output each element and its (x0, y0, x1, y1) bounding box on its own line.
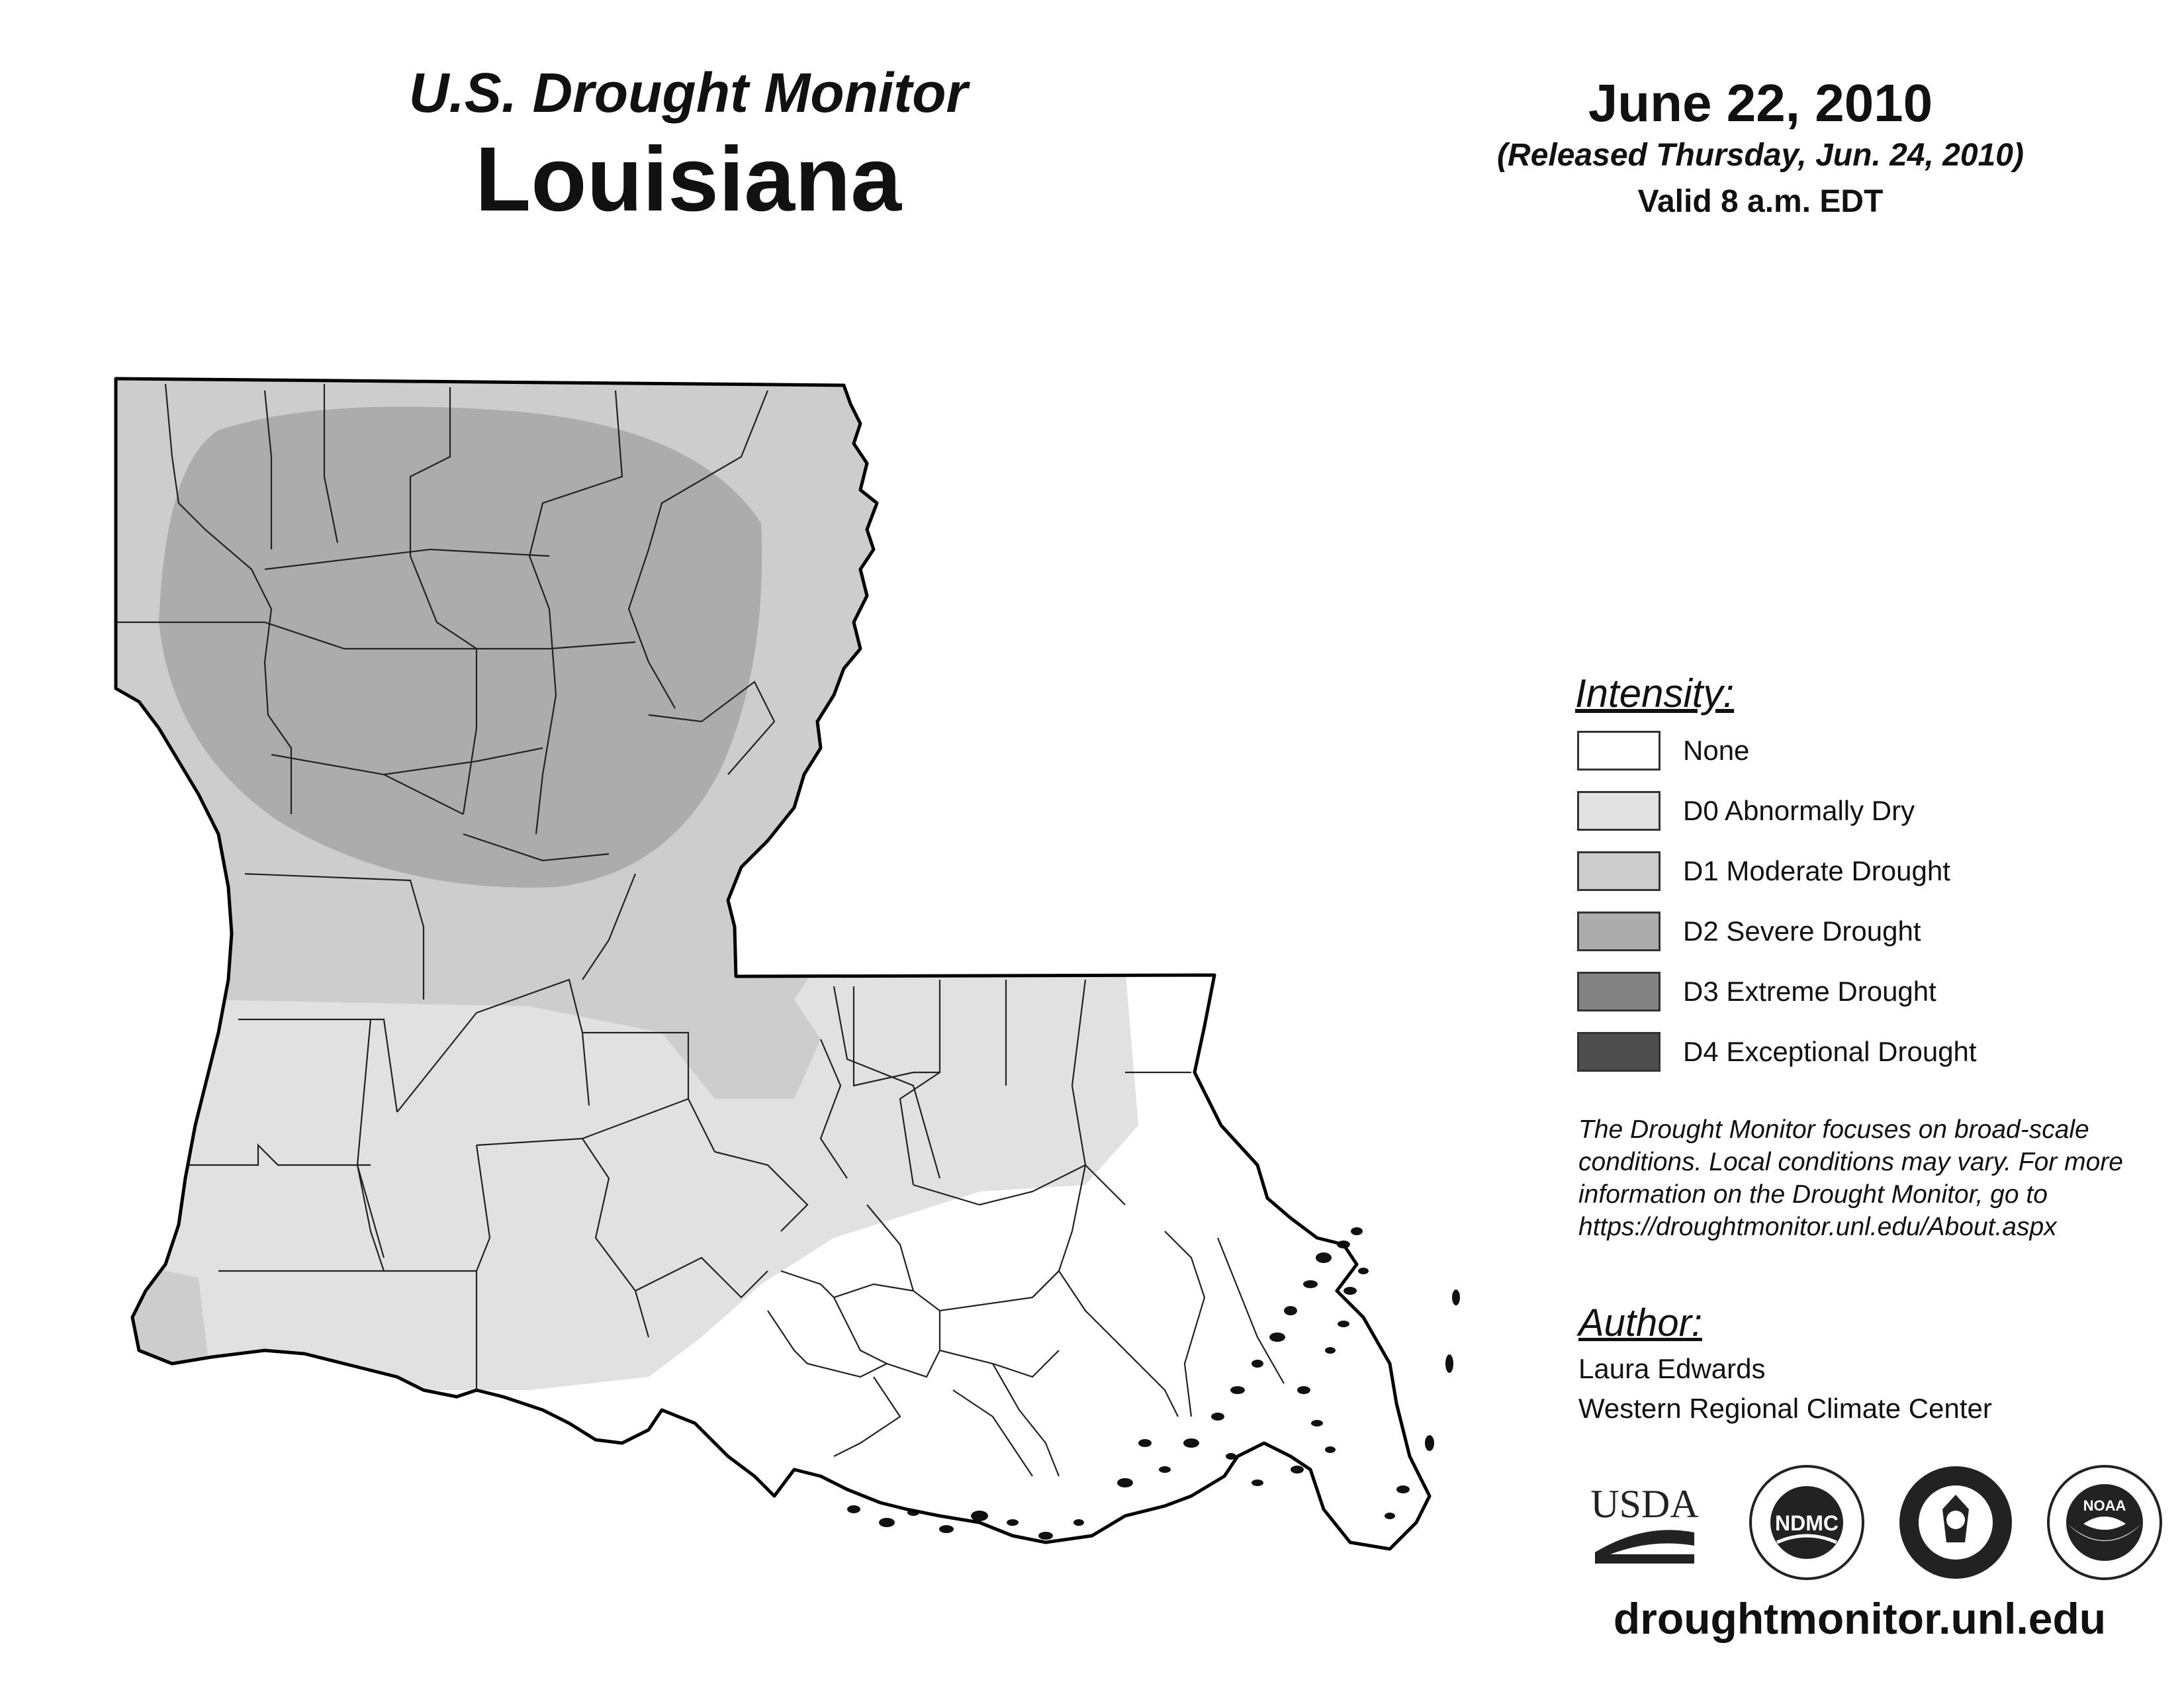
ndmc-logo (1747, 1463, 1866, 1582)
legend-label: D0 Abnormally Dry (1683, 795, 1915, 826)
author-heading: Author: (1578, 1301, 1702, 1344)
disclaimer-line: conditions. Local conditions may vary. For more (1578, 1148, 2123, 1176)
disclaimer-line: The Drought Monitor focuses on broad-scale (1578, 1115, 2089, 1144)
legend-item-d0 (1575, 779, 2171, 839)
svg-text:USDA: USDA (1590, 1482, 1699, 1526)
legend-swatch (1577, 851, 1661, 891)
product-title: U.S. Drought Monitor (408, 62, 968, 124)
svg-text:NOAA: NOAA (2083, 1497, 2126, 1514)
legend-swatch (1577, 912, 1661, 951)
disclaimer (1578, 1113, 2174, 1243)
legend-label: None (1683, 735, 1750, 766)
legend-label: D3 Extreme Drought (1683, 976, 1936, 1007)
legend-label: D2 Severe Drought (1683, 915, 1921, 947)
disclaimer-link[interactable]: https://droughtmonitor.unl.edu/About.aspx (1578, 1213, 2057, 1241)
author-name: Laura Edwards (1578, 1353, 1766, 1384)
legend-swatch (1577, 731, 1661, 771)
map-date: June 22, 2010 (1588, 73, 1933, 132)
disclaimer-line: information on the Drought Monitor, go to (1578, 1180, 2048, 1209)
legend-item-d1 (1575, 839, 2171, 900)
legend-swatch (1577, 791, 1661, 831)
author-org: Western Regional Climate Center (1578, 1393, 1992, 1424)
footer-website-link[interactable]: droughtmonitor.unl.edu (1613, 1594, 2107, 1643)
doc-seal-logo (1896, 1463, 2015, 1582)
legend-swatch (1577, 972, 1661, 1011)
author-block (1578, 1297, 2174, 1429)
legend-item-none (1575, 719, 2171, 779)
legend-title: Intensity: (1575, 671, 1735, 716)
legend-item-d2 (1575, 900, 2171, 960)
valid-time: Valid 8 a.m. EDT (1637, 184, 1884, 219)
release-date: (Released Thursday, Jun. 24, 2010) (1497, 138, 2024, 173)
svg-text:NDMC: NDMC (1775, 1511, 1839, 1535)
legend-item-d3 (1575, 960, 2171, 1020)
usda-logo (1588, 1476, 1701, 1569)
legend-label: D4 Exceptional Drought (1683, 1036, 1977, 1067)
noaa-logo (2045, 1463, 2164, 1582)
legend (1575, 669, 2171, 1080)
region-title: Louisiana (475, 128, 902, 230)
partner-logos (1588, 1463, 2171, 1595)
legend-label: D1 Moderate Drought (1683, 855, 1950, 886)
legend-swatch (1577, 1032, 1661, 1072)
legend-item-d4 (1575, 1020, 2171, 1080)
